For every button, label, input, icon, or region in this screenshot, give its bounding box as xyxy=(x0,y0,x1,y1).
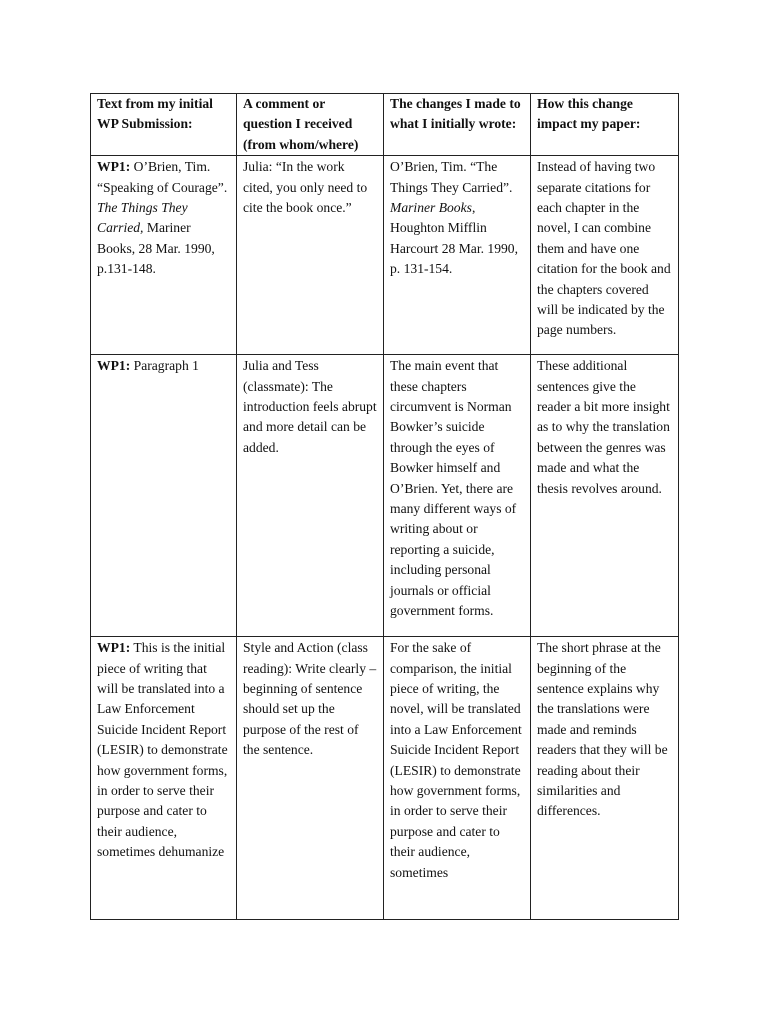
citation-text: O’Brien, Tim. “The Things They Carried”. xyxy=(390,159,513,195)
citation-text: O’Brien, Tim. “Speaking of Courage”. xyxy=(97,159,228,195)
impact-cell: The short phrase at the beginning of the sentence explains why the translations were made and reminds readers that they will be reading about their similarities and differences. xyxy=(531,637,679,920)
impact-cell: Instead of having two separate citations for each chapter in the novel, I can combine them and have one citation for the book and the chapters covered will be indicated by the page numbers. xyxy=(531,156,679,355)
change-cell xyxy=(384,156,531,355)
wp-label: WP1: xyxy=(97,358,131,374)
publisher-name: Mariner Books xyxy=(390,200,472,216)
citation-text-end: Mariner Books, 28 Mar. 1990, p.131-148. xyxy=(97,220,215,277)
original-text-cell xyxy=(91,355,237,637)
change-cell: For the sake of comparison, the initial piece of writing, the novel, will be translated into a Law Enforcement Suicide Incident Report (LESIR) to demonstrate how government forms, in order to serve their purpose and cater to their audience, sometimes xyxy=(384,637,531,920)
header-original-text: Text from my initial WP Submission: xyxy=(91,94,237,156)
comment-cell: Style and Action (class reading): Write clearly – beginning of sentence should set up the purpose of the rest of the sentence. xyxy=(237,637,384,920)
citation-text-end: , Houghton Mifflin Harcourt 28 Mar. 1990, p. 131-154. xyxy=(390,200,518,277)
impact-cell: These additional sentences give the reader a bit more insight as to why the translation between the genres was made and what the thesis revolves around. xyxy=(531,355,679,637)
original-text: Paragraph 1 xyxy=(130,358,199,374)
header-changes: The changes I made to what I initially wrote: xyxy=(384,94,531,156)
comment-cell: Julia: “In the work cited, you only need to cite the book once.” xyxy=(237,156,384,355)
original-text: This is the initial piece of writing that will be translated into a Law Enforcement Suicide Incident Report (LESIR) to demonstrate how government forms, in order to serve their purpose and cater to their audience, sometimes dehumanize xyxy=(97,640,228,860)
table-row xyxy=(91,637,679,920)
header-row xyxy=(91,94,679,156)
book-title: The Things They Carried, xyxy=(97,200,188,236)
header-comment: A comment or question I received (from whom/where) xyxy=(237,94,384,156)
wp-label: WP1: xyxy=(97,159,131,175)
wp-label: WP1: xyxy=(97,640,131,656)
change-cell: The main event that these chapters circumvent is Norman Bowker’s suicide through the eyes of Bowker himself and O’Brien. Yet, there are many different ways of writing about or reporting a suicide, including personal journals or official government forms. xyxy=(384,355,531,637)
revision-table xyxy=(90,93,679,920)
original-text-cell xyxy=(91,156,237,355)
table-row xyxy=(91,156,679,355)
header-impact: How this change impact my paper: xyxy=(531,94,679,156)
table-row xyxy=(91,355,679,637)
original-text-cell xyxy=(91,637,237,920)
comment-cell: Julia and Tess (classmate): The introduction feels abrupt and more detail can be added. xyxy=(237,355,384,637)
